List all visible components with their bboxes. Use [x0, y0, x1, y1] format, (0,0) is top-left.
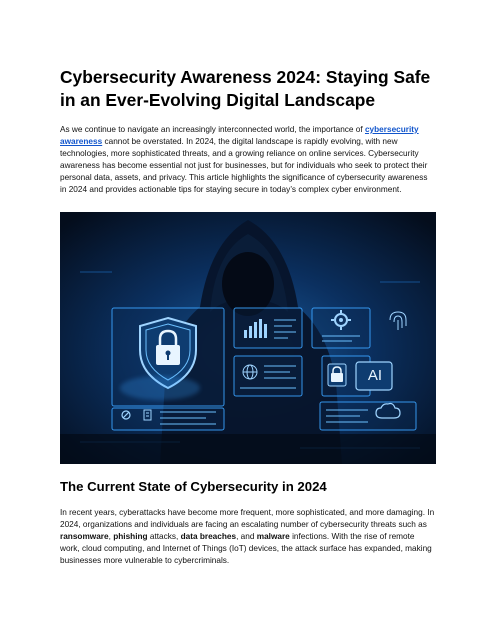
section-paragraph	[60, 507, 436, 567]
intro-text-end: cannot be overstated. In 2024, the digital landscape is rapidly evolving, with new technologies, more sophisticated threats, and a growing reliance on online services. Cybersecurity awareness has become essential not just for businesses, but for individuals who seek to protect their personal data, assets, and privacy. This article highlights the significance of cybersecurity awareness in 2024 and provides actionable tips for staying secure in today’s complex cyber environment.	[60, 137, 428, 194]
hooded-hacker-illustration	[60, 212, 436, 464]
ai-badge-label: AI	[367, 367, 383, 384]
term-phishing: phishing	[113, 532, 148, 541]
term-data-breaches: data breaches	[180, 532, 237, 541]
section-text: ,	[108, 532, 114, 541]
term-ransomware: ransomware	[60, 532, 109, 541]
term-malware: malware	[256, 532, 290, 541]
section-text: , and	[236, 532, 257, 541]
article-title: Cybersecurity Awareness 2024: Staying Safe in an Ever-Evolving Digital Landscape	[60, 67, 431, 110]
section-text: infections. With the rise of remote work, cloud computing, and Internet of Things (IoT) devices, the attack surface has expanded, making businesses more vulnerable to cybercriminals.	[60, 532, 432, 565]
section-text: attacks,	[147, 532, 181, 541]
section-heading: The Current State of Cybersecurity in 2024	[60, 479, 327, 494]
intro-text-start: As we continue to navigate an increasingly interconnected world, the importance of	[60, 125, 365, 134]
cybersecurity-awareness-link[interactable]: cybersecurity awareness	[60, 125, 419, 146]
hero-image	[60, 212, 436, 464]
intro-paragraph	[60, 124, 436, 196]
section-text: In recent years, cyberattacks have become more frequent, more sophisticated, and more damaging. In 2024, organizations and individuals are facing an escalating number of cybersecurity threats such as	[60, 508, 435, 529]
